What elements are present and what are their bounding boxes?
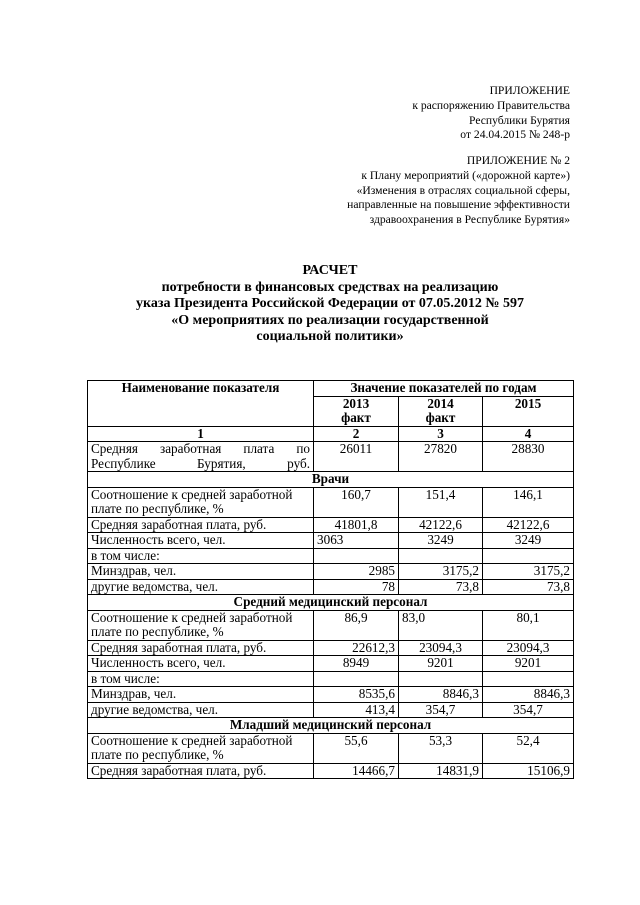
row-label: Средняя заработная плата по Республике Бурятия, руб. <box>88 442 314 472</box>
cell-empty <box>399 548 483 564</box>
appendix-line: к Плану мероприятий («дорожной карте») <box>361 168 570 182</box>
appendix-line: от 24.04.2015 № 248-р <box>460 128 570 142</box>
col-number: 1 <box>88 426 314 442</box>
row-label: Средняя заработная плата, руб. <box>88 763 314 779</box>
cell-value: 80,1 <box>483 610 574 640</box>
cell-value: 8535,6 <box>314 687 399 703</box>
appendix-line: Республики Бурятия <box>469 113 570 127</box>
cell-value: 14831,9 <box>399 763 483 779</box>
cell-value: 41801,8 <box>314 517 399 533</box>
year-2015-header: 2015 <box>483 396 574 426</box>
table-row <box>88 640 574 656</box>
title-line: потребности в финансовых средствах на реализацию <box>161 279 499 295</box>
col-number: 3 <box>399 426 483 442</box>
cell-value: 53,3 <box>399 733 483 763</box>
table-row <box>88 548 574 564</box>
cell-value: 52,4 <box>483 733 574 763</box>
table-row <box>88 763 574 779</box>
year-2014-header: 2014 факт <box>399 396 483 426</box>
section-header-row <box>88 595 574 611</box>
cell-value: 42122,6 <box>399 517 483 533</box>
appendix-1-header <box>412 84 570 143</box>
row-label: другие ведомства, чел. <box>88 702 314 718</box>
table-row <box>88 517 574 533</box>
cell-value: 42122,6 <box>483 517 574 533</box>
table-row <box>88 656 574 672</box>
cell-value: 28830 <box>483 442 574 472</box>
cell-value: 3175,2 <box>399 564 483 580</box>
cell-value: 14466,7 <box>314 763 399 779</box>
table-row <box>88 533 574 549</box>
row-label: в том числе: <box>88 548 314 564</box>
row-label: Средняя заработная плата, руб. <box>88 640 314 656</box>
table-row <box>88 671 574 687</box>
appendix-line: направленные на повышение эффективности <box>347 198 570 212</box>
table-row <box>88 579 574 595</box>
row-label: Средняя заработная плата, руб. <box>88 517 314 533</box>
calculation-table <box>87 380 574 779</box>
cell-value: 413,4 <box>314 702 399 718</box>
cell-value: 78 <box>314 579 399 595</box>
row-label: Численность всего, чел. <box>88 533 314 549</box>
cell-value: 8846,3 <box>483 687 574 703</box>
table-row <box>88 487 574 517</box>
cell-empty <box>399 671 483 687</box>
table-row <box>88 702 574 718</box>
row-label: Соотношение к средней заработной плате по республике, % <box>88 733 314 763</box>
year-2013-header: 2013 факт <box>314 396 399 426</box>
cell-value: 8949 <box>314 656 399 672</box>
cell-value: 27820 <box>399 442 483 472</box>
column-numbers-row <box>88 426 574 442</box>
table-row <box>88 442 574 472</box>
col-number: 2 <box>314 426 399 442</box>
row-label: Соотношение к средней заработной плате по республике, % <box>88 610 314 640</box>
cell-value: 73,8 <box>483 579 574 595</box>
row-label: в том числе: <box>88 671 314 687</box>
title-line: указа Президента Российской Федерации от 07.05.2012 № 597 <box>136 296 524 311</box>
cell-value: 22612,3 <box>314 640 399 656</box>
row-label: Минздрав, чел. <box>88 687 314 703</box>
document-title <box>80 263 580 346</box>
title-line: «О мероприятиях по реализации государственной <box>171 312 489 328</box>
cell-value: 3249 <box>399 533 483 549</box>
cell-value: 73,8 <box>399 579 483 595</box>
cell-value: 26011 <box>314 442 399 472</box>
row-label: Численность всего, чел. <box>88 656 314 672</box>
col-number: 4 <box>483 426 574 442</box>
cell-value: 55,6 <box>314 733 399 763</box>
appendix-2-header <box>347 154 570 228</box>
section-header-row <box>88 472 574 488</box>
table-row <box>88 687 574 703</box>
cell-value: 23094,3 <box>483 640 574 656</box>
cell-value: 354,7 <box>399 702 483 718</box>
cell-value: 23094,3 <box>399 640 483 656</box>
appendix-line: здравоохранения в Республике Бурятия» <box>369 213 570 227</box>
row-label: другие ведомства, чел. <box>88 579 314 595</box>
cell-value: 15106,9 <box>483 763 574 779</box>
appendix-line: ПРИЛОЖЕНИЕ № 2 <box>466 154 570 167</box>
cell-value: 8846,3 <box>399 687 483 703</box>
title-line: социальной политики» <box>256 329 404 344</box>
cell-value: 3175,2 <box>483 564 574 580</box>
appendix-line: «Изменения в отраслях социальной сферы, <box>356 183 570 197</box>
values-by-year-header: Значение показателей по годам <box>314 381 574 397</box>
cell-value: 3249 <box>483 533 574 549</box>
cell-value: 354,7 <box>483 702 574 718</box>
section-title: Младший медицинский персонал <box>88 718 574 734</box>
table-row <box>88 564 574 580</box>
cell-value: 151,4 <box>399 487 483 517</box>
section-title: Врачи <box>88 472 574 488</box>
cell-value: 83,0 <box>399 610 483 640</box>
title-line: РАСЧЕТ <box>302 263 358 278</box>
row-label: Минздрав, чел. <box>88 564 314 580</box>
section-header-row <box>88 718 574 734</box>
table-row <box>88 610 574 640</box>
cell-empty <box>483 548 574 564</box>
cell-value: 86,9 <box>314 610 399 640</box>
table-row <box>88 733 574 763</box>
cell-empty <box>483 671 574 687</box>
row-label: Соотношение к средней заработной плате по республике, % <box>88 487 314 517</box>
indicator-header: Наименование показателя <box>88 381 314 427</box>
cell-value: 2985 <box>314 564 399 580</box>
section-title: Средний медицинский персонал <box>88 595 574 611</box>
cell-value: 3063 <box>314 533 399 549</box>
cell-empty <box>314 671 399 687</box>
cell-value: 146,1 <box>483 487 574 517</box>
appendix-line: ПРИЛОЖЕНИЕ <box>489 84 570 97</box>
cell-empty <box>314 548 399 564</box>
appendix-line: к распоряжению Правительства <box>412 98 570 112</box>
cell-value: 160,7 <box>314 487 399 517</box>
cell-value: 9201 <box>399 656 483 672</box>
table-header-row <box>88 381 574 397</box>
cell-value: 9201 <box>483 656 574 672</box>
